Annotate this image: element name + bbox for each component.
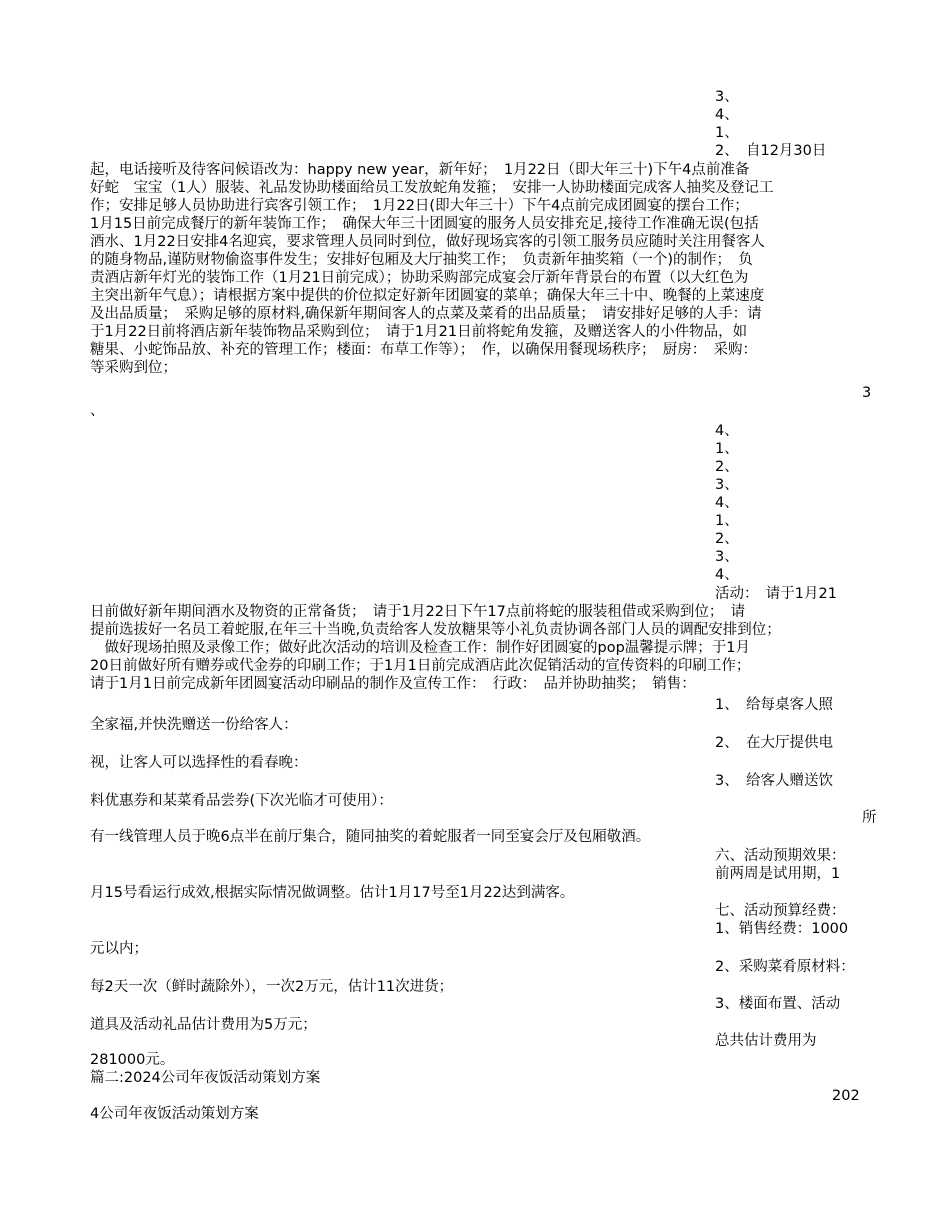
list-marker: 3、 (715, 89, 739, 105)
list-marker: 4、 (715, 495, 739, 511)
paragraph-line: 酒水、1月22日安排4名迎宾，要求管理人员同时到位，做好现场宾客的引领工服务员应随时关注用餐客人 (90, 234, 765, 250)
paragraph-line: 前两周是试用期，1 (715, 866, 841, 882)
list-marker: 、 (90, 403, 105, 419)
list-item: 每2天一次（鲜时蔬除外），一次2万元，估计11次进货； (90, 979, 454, 995)
paragraph-line: 总共估计费用为 (715, 1033, 817, 1049)
list-item: 视，让客人可以选择性的看春晚： (90, 755, 308, 771)
list-item: 元以内； (90, 941, 148, 957)
paragraph-line: 所 (862, 810, 877, 826)
paragraph-line: 作；安排足够人员协助进行宾客引领工作； 1月22日(即大年三十）下午4点前完成团圆宴的摆台工作； (90, 198, 749, 214)
list-item: 2、 在大厅提供电 (715, 735, 833, 751)
list-item: 1、 给每桌客人照 (715, 697, 833, 713)
paragraph-line: 好蛇 宝宝（1人）服装、礼品发协助楼面给员工发放蛇角发箍； 安排一人协助楼面完成客人抽奖及登记工 (90, 180, 774, 196)
list-marker: 2、 (715, 531, 739, 547)
paragraph-line: 月15号看运行成效,根据实际情况做调整。估计1月17号至1月22达到满客。 (90, 885, 575, 901)
article-title: 202 (832, 1088, 860, 1104)
list-marker: 4、 (715, 567, 739, 583)
list-item: 1、销售经费：1000 (715, 921, 849, 937)
list-marker: 1、 (715, 513, 739, 529)
list-item: 2、采购菜肴原材料： (715, 959, 855, 975)
article-title: 篇二:2024公司年夜饭活动策划方案 (90, 1070, 321, 1086)
paragraph-line: 主突出新年气息）；请根据方案中提供的价位拟定好新年团圆宴的菜单；确保大年三十中、晚餐的上菜速度 (90, 288, 765, 304)
paragraph-line: 1月15日前完成餐厅的新年装饰工作； 确保大年三十团圆宴的服务人员安排充足,接待工作准确无误(包括 (90, 216, 759, 232)
paragraph-line: 的随身物品,谨防财物偷盗事件发生；安排好包厢及大厅抽奖工作； 负责新年抽奖箱（一个)的制作； 负 (90, 252, 753, 268)
paragraph-line: 等采购到位； (90, 360, 177, 376)
list-marker: 4、 (715, 423, 739, 439)
section-heading: 六、活动预期效果： (715, 848, 846, 864)
list-item: 3、 给客人赠送饮 (715, 773, 833, 789)
section-heading: 七、活动预算经费： (715, 903, 846, 919)
paragraph-line: 及出品质量； 采购足够的原材料,确保新年期间客人的点菜及菜肴的出品质量； 请安排好足够的人手：请 (90, 306, 762, 322)
paragraph-line: 2、 自12月30日 (715, 143, 827, 159)
paragraph-line: 糖果、小蛇饰品放、补充的管理工作；楼面：布草工作等）； 作，以确保用餐现场秩序； 厨房： 采购： (90, 342, 757, 358)
paragraph-line: 请于1月1日前完成新年团圆宴活动印刷品的制作及宣传工作： 行政： 品并协助抽奖； 销售： (90, 676, 696, 692)
list-item: 3、楼面布置、活动 (715, 996, 841, 1012)
list-marker: 3、 (715, 477, 739, 493)
paragraph-line: 起，电话接听及待客问候语改为：happy new year，新年好； 1月22日（即大年三十)下午4点前准备 (90, 162, 750, 178)
paragraph-line: 活动： 请于1月21 (715, 586, 837, 602)
list-marker: 1、 (715, 125, 739, 141)
article-title: 4公司年夜饭活动策划方案 (90, 1106, 259, 1122)
list-marker: 3 (862, 385, 872, 401)
paragraph-line: 日前做好新年期间酒水及物资的正常备货； 请于1月22日下午17点前将蛇的服装租借或采购到位； 请 (90, 604, 746, 620)
paragraph-line: 于1月22日前将酒店新年装饰物品采购到位； 请于1月21日前将蛇角发箍，及赠送客人的小件物品，如 (90, 324, 748, 340)
list-marker: 3、 (715, 549, 739, 565)
paragraph-line: 有一线管理人员于晚6点半在前厅集合，随同抽奖的着蛇服者一同至宴会厅及包厢敬酒。 (90, 829, 651, 845)
paragraph-line: 提前选拔好一名员工着蛇服,在年三十当晚,负责给客人发放糖果等小礼负责协调各部门人员的调配安排到位； (90, 622, 781, 638)
paragraph-line: 281000元。 (90, 1052, 175, 1068)
paragraph-line: 责酒店新年灯光的装饰工作（1月21日前完成）；协助采购部完成宴会厅新年背景台的布置（以大红色为 (90, 270, 749, 286)
list-marker: 2、 (715, 459, 739, 475)
paragraph-line: 20日前做好所有赠券或代金券的印刷工作；于1月1日前完成酒店此次促销活动的宣传资料的印刷工作； (90, 658, 751, 674)
paragraph-line: 做好现场拍照及录像工作；做好此次活动的培训及检查工作：制作好团圆宴的pop温馨提示牌；于1月 (90, 640, 751, 656)
list-marker: 1、 (715, 441, 739, 457)
list-marker: 4、 (715, 107, 739, 123)
list-item: 道具及活动礼品估计费用为5万元； (90, 1017, 317, 1033)
list-item: 料优惠券和某菜肴品尝券(下次光临才可使用）： (90, 793, 393, 809)
list-item: 全家福,并快洗赠送一份给客人： (90, 717, 298, 733)
